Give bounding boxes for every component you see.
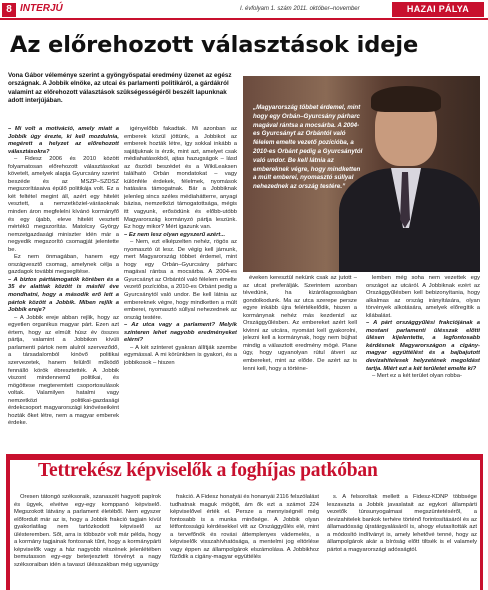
article-column-3 <box>243 275 357 452</box>
interview-paragraph: – Mert ez a két terület olyan robba- <box>372 373 462 380</box>
issue-info: I. évfolyam 1. szám 2011. október–november <box>240 6 360 12</box>
interview-paragraph: lemben még soha nem vezettek egy országot az utcáról. A Jobbiknak ezért az Országgyűlésben kell bebizonyítania, hogy alkalmas az ország irányítására, olyan törvények alkotására, amelyek előregítik a kilábalást. <box>366 275 480 319</box>
page-header <box>0 0 488 20</box>
article-column-4 <box>366 275 480 452</box>
header-rule <box>0 18 488 20</box>
interview-question: – A párt országgyűlési frakciójának a mostani parlamenti ülésszak előtti ülésen kijelentette, a legfontosabb kérdésnek Magyarországon a cigány-magyar együttélést és a bajbajutott devizahitelesek helyzetének megoldást tartja. Miért ezt a két területet emelte ki? <box>366 320 480 372</box>
article-column-2 <box>124 126 237 452</box>
interview-paragraph: éveken keresztül nekünk csak az jutott – az utcat preferálják. Szerintem azonban tévedünk, ha kizárólagosságban gondolkodunk. Ma az utca szerepe persze egyre inkább újra felértékelődik, hiszen a kormánynak nehéz más kezdenizl az Országgyűlésben. Az embereket azért kell kivinni az utcára, nyomást kell gyakorolni, jelezni kell a kormánynak, hogy nem bújhat mindig a választott eredmény mögé. Plane úgy, hogy ugyanolyan rútul átveri az embereket, mint az előde. De azért az is lenni kell, hogy a történe- <box>243 275 357 372</box>
interview-question: – Az utca vagy a parlament? Melyik színteren lehet nagyobb eredményeket elérni? <box>124 322 237 344</box>
interview-paragraph: – Nem, ezt elképzelten nehéz, rögös az nyomasztó út lesz. De végig kell járnunk, mert Magyarország többet érdemel, mint hogy egy Orbán–Gyurcsány párharc magával rántsa a mocsárba. A 2004-es Gyurcsányt az Orbántól való félelem emelte vezető pozícióba, a 2010-es Orbánt pedig a Gyurcsánytól való undor. Be kell látnia az embereknek végre, hogy mindketten a múlt emberei, nyomasztó súllyal nehezednek az ország testére. <box>124 239 237 321</box>
article-headline: Az előrehozott választások ideje <box>10 32 419 58</box>
interview-paragraph: igényelőbb fakadtak. Mi azonban az emberek közül jöttünk, a Jobbikot az emberek hozták létre, így sokkal inkább a sajátjuknak is érzik, mint azt, amelyet csak médiahatásokból, ajtas hazugságok – lásd az őszödi beszédet és a WikiLeaksen található Orbán mondatokat – vagy különféle érdekek, félelmek, nyomások hatására támogatnak. Bár a Jobbiknak jelenleg sincs széles médiahátterre, anyagi bázisa, nemzetközi támogatottsága, mégis itt vagyunk, erősödünk és előbb-utóbb Magyarország kormányzó pártja leszünk. Ez hogy mikor? Mért igazunk van. <box>124 126 237 231</box>
interview-question: – A biztos párttámogatók körében és a 35 év alattiak között is másfél éve mondhatni, hogy a második erő lett a pártok között a Jobbik. Miben rejlik a Jobbik ereje? <box>8 276 119 314</box>
publication-brand: HAZAI PÁLYA <box>392 2 484 17</box>
sidebar-column-1: Oresen tátongó széksoraik, szanaszét hagyott papírok és ügyek, elvétve egy-egy komppanó képviselő. Megszokott látvány a parlament életéből. Nem egyszer előfordult már az is, hogy a Jobbik frakció tagjain kívül gyakorlatilag nem tartózkodott képviselő az ülésteremben. Sőt, arra is többször volt már példa, hogy a kormány tagjainak fontosnak tűnt, hogy a kormánypárti képviselők vagy a ház nagyobb részének jelenlétében bemutasson egy-egy beterjesztett törvényt a nagy széksoraiban idén a tavaszi ülésszakban még ugyanúgy <box>14 494 161 568</box>
article-lead: Vona Gábor véleménye szerint a gyöngyöspatai eredmény üzenet az egész országnak. A Jobbik elnöke, az utcai és parlamenti politikáról, a gárdákról valamint az előrehozott választások szükségességéről beszélt lapunknak adott interjújában. <box>8 72 232 104</box>
sidebar-column-2: frakció. A Fidesz honatyái és honanyái 2116 felszólalást tudhatnak maguk mögött, ám ők ezt a számot 224 képviselővel érték el. Persze a mennyiségnél még fontosabb is a munka minősége. A Jobbik olyan létfontosságú kérdésekkel vitt az Országgyűlés elé, mint a tervefőnök és rovási áttemplenyes vádemelés, a képviselők visszahívhatósága, a mentelmi jog eltörlése vagy éppen az állampolgárok elszámolása. A Jobbikhoz fűződik a cigány-magyar együttélés <box>170 494 319 561</box>
interview-paragraph: Ez nem önmagában, hanem egy országvesztő csomag, amelynek célja a gazdagok további megsegítése. <box>8 254 119 276</box>
page-number: 8 <box>2 3 16 17</box>
interview-paragraph: – A Jobbik ereje abban rejlik, hogy az egyetlen organikus magyar párt. Ezen azt értem, hogy az elmúlt húsz év összes pártja, valamint a Jobbikon kívüli parlamenti pártok nem alulról szerveződő, a társadalomból kinövő politikai szervezetek, hanem felülről működő fennálló körök ébresztették. A Jobbik viszont mindennemű politikai, és mögöttese megteremtett csoportosulások voltak. Valamilyen hatalmi vagy nemzetközi politikai-gazdasági érdekcsoport magyarországi kinövéseiként hozták őket létre, nem a magyar emberek érdeke. <box>8 314 119 427</box>
sidebar-column-3: s. A felsoroltak mellett a Fidesz-KDNP többsége leszavazta a Jobbik javaslatait az egykori állampárti vezetők túnsunyogalmasi megszüntetéséről, a devizahitelek bankok terhére történő forintosításáról és az államadósság újratárgyalásáról is, ahogy elutasították azt a módosító indítványt is, amely lehetővé tenné, hogy az állampolgárok akár a bíróság előtt tiltsék is el valamely pártot a magyarországi adósságtól. <box>327 494 477 553</box>
article-column-1 <box>8 126 119 452</box>
interview-paragraph: – A két színteret gyakran állítják szembe egymással. A mi körünkben is gyakori, és a jobbikosok – hiszen <box>124 344 237 366</box>
interviewee-photo <box>243 76 480 272</box>
pull-quote: „Magyarország többet érdemel, mint hogy egy Orbán–Gyurcsány párharc magával rántsa a mocsárba. A 2004-es Gyurcsányt az Orbántól való félelem emelte vezető pozícióba, a 2010-es Orbánt pedig a Gyurcsánytól való undor. Be kell látnia az embereknek végre, hogy mindketten a múlt emberei, nyomasztó súllyal nehezednek az ország testére.” <box>253 104 363 191</box>
sidebar-headline: Tettrekész képviselők a foghíjas patkóban <box>38 460 378 481</box>
section-label: INTERJÚ <box>20 3 63 14</box>
interview-question: – Ez nem lesz olyan egyszerű azért... <box>124 231 226 238</box>
interview-question: – Mi volt a motiváció, amely miatt a Jobbik úgy érezte, ki kell mozdulnia, megérett a helyzet az előrehozott választásokra? <box>8 126 119 155</box>
interview-paragraph: – Fidesz 2006 és 2010 között folyamatosan előrehozott választásokat követelt, amelyek alapja Gyurcsány szerint beszéde és az MSZP–SZDSZ megszorításaiva épülő politikája volt. Ez a két feltétel megint áll, azért egy hitelét vesztett, a nemzetköziel-várásoknak minden áron megfelelni kívánó kormányfő és egy újabb, eleve hitelét vesztett mértékű megszorítás. Matolcsy György nemzetgazdasági miniszter idén már a negyedik megszorító csomagját jelentette be. <box>8 156 119 253</box>
